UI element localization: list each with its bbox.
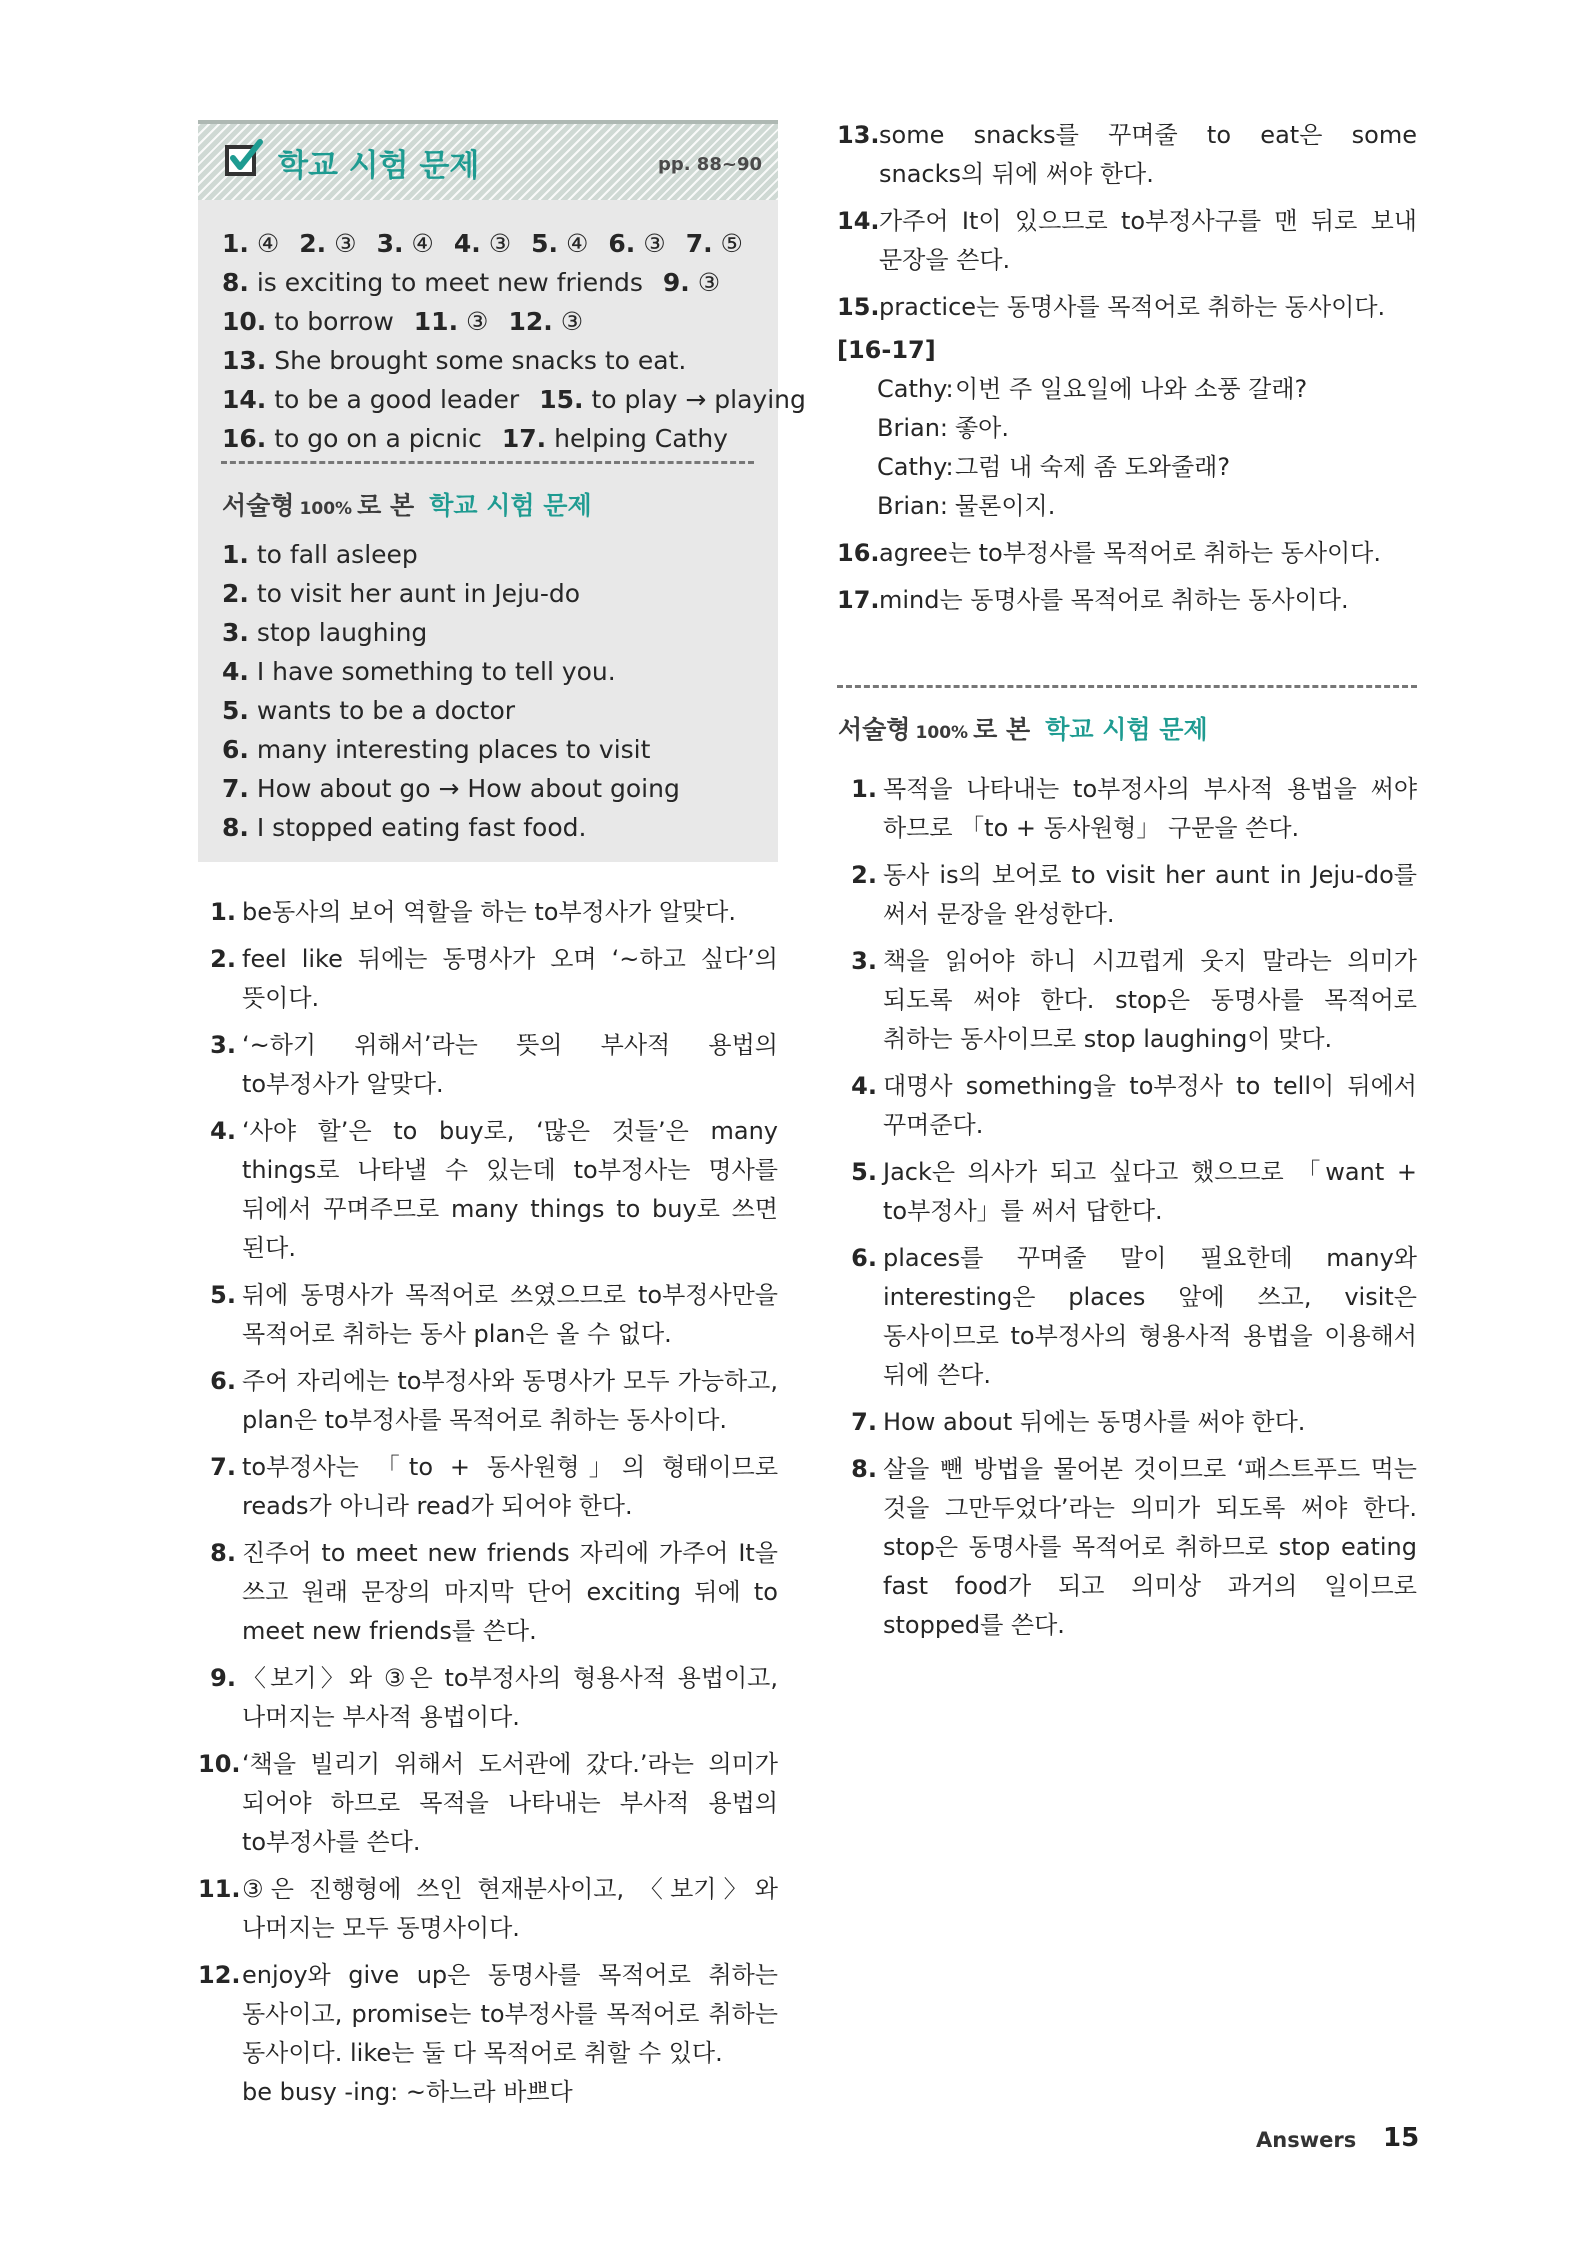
item-number: 7.: [851, 1408, 877, 1436]
answer-number: 6.: [222, 735, 249, 764]
descriptive-label: 서술형: [222, 491, 295, 520]
answer-number: 4.: [222, 657, 249, 686]
explanation-body: [877, 1067, 1417, 1145]
explanation-item: [198, 1276, 778, 1354]
explanation-item: [837, 288, 1417, 327]
explanation-body: [877, 942, 1417, 1059]
answer-item: [222, 424, 482, 453]
explanation-body: [236, 1276, 778, 1354]
item-number: 8.: [210, 1539, 236, 1567]
descriptive-suffix: 로 본: [357, 491, 415, 520]
descriptive-section-title: [222, 486, 592, 522]
footer-label: Answers: [1256, 2128, 1357, 2152]
item-number: 3.: [210, 1031, 236, 1059]
answer-text: She brought some snacks to eat.: [274, 346, 687, 375]
item-number: 5.: [851, 1158, 877, 1186]
item-number: 11.: [198, 1875, 241, 1903]
answer-text: I have something to tell you.: [256, 657, 616, 686]
explanation-item: [198, 1956, 778, 2112]
explanation-body: [877, 1450, 1417, 1645]
answer-number: 1.: [222, 540, 249, 569]
answer-item: [539, 385, 806, 414]
item-number: 13.: [837, 121, 880, 149]
explanation-item: [837, 581, 1417, 620]
explanation-item: [198, 1745, 778, 1862]
explanation-body: [236, 940, 778, 1018]
explanations-right-top: [837, 116, 1417, 335]
list-item: [222, 730, 680, 769]
answer-item: [686, 229, 743, 258]
explanation-body: [236, 1870, 778, 1948]
explanation-text: 대명사 something을 to부정사 to tell이 뒤에서 꾸며준다.: [883, 1072, 1417, 1139]
answer-number: 5.: [222, 696, 249, 725]
explanation-item: [837, 1153, 1417, 1231]
list-item: [222, 808, 680, 847]
explanation-body: [873, 581, 1417, 620]
speaker: Cathy:: [877, 453, 954, 481]
answer-text: to go on a picnic: [274, 424, 482, 453]
explanation-text: 주어 자리에는 to부정사와 동명사가 모두 가능하고, plan은 to부정사를 목적어로 취하는 동사이다.: [242, 1367, 778, 1434]
dialogue-line: [837, 409, 1417, 448]
item-number: 12.: [198, 1961, 241, 1989]
answer-number: 2.: [299, 229, 327, 258]
explanation-text: 뒤에 동명사가 목적어로 쓰였으므로 to부정사만을 목적어로 취하는 동사 plan은 올 수 없다.: [242, 1281, 778, 1348]
item-number: 4.: [851, 1072, 877, 1100]
answer-number: 2.: [222, 579, 249, 608]
descriptive-explanations: [837, 770, 1417, 1653]
item-number: 17.: [837, 586, 880, 614]
answer-number: 3.: [222, 618, 249, 647]
answer-item: [502, 424, 728, 453]
dashed-divider: [221, 461, 754, 464]
explanation-body: [877, 856, 1417, 934]
explanation-text: 책을 읽어야 하니 시끄럽게 웃지 말라는 의미가 되도록 써야 한다. stop은 동명사를 목적어로 취하는 동사이므로 stop laughing이 맞다.: [883, 947, 1417, 1053]
explanation-body: [877, 1403, 1417, 1442]
explanation-text: to부정사는 「to + 동사원형」의 형태이므로 reads가 아니라 read가 되어야 한다.: [242, 1453, 778, 1520]
answer-text: wants to be a doctor: [256, 696, 516, 725]
answer-number: 5.: [531, 229, 559, 258]
descriptive-title: 학교 시험 문제: [1045, 715, 1208, 744]
speaker: Brian:: [877, 414, 949, 442]
explanation-item: [837, 770, 1417, 848]
explanation-text: 동사 is의 보어로 to visit her aunt in Jeju-do를 써서 문장을 완성한다.: [883, 861, 1417, 928]
answer-item: [608, 229, 665, 258]
answer-number: 17.: [501, 424, 547, 453]
answer-line: [222, 419, 778, 458]
explanation-text: mind는 동명사를 목적어로 취하는 동사이다.: [879, 586, 1349, 614]
explanation-body: [236, 1659, 778, 1737]
answer-item: [377, 229, 434, 258]
dialogue-block: [837, 331, 1417, 526]
explanation-body: [236, 893, 778, 932]
descriptive-suffix: 로 본: [973, 715, 1031, 744]
item-number: 1.: [851, 775, 877, 803]
explanation-text: ③은 진행형에 쓰인 현재분사이고, 〈보기〉와 나머지는 모두 동명사이다.: [242, 1875, 778, 1942]
item-number: 1.: [210, 898, 236, 926]
list-item: [222, 691, 680, 730]
explanation-text: enjoy와 give up은 동명사를 목적어로 취하는 동사이고, promise는 to부정사를 목적어로 취하는 동사이다. like는 둘 다 목적어로 취할 수 있다.: [242, 1961, 778, 2067]
explanation-body: [877, 1153, 1417, 1231]
answer-item: [454, 229, 511, 258]
item-number: 2.: [210, 945, 236, 973]
answer-text: ④: [411, 229, 434, 258]
explanation-item: [198, 1112, 778, 1268]
answer-number: 11.: [413, 307, 459, 336]
explanation-item: [198, 1448, 778, 1526]
explanation-item: [198, 1534, 778, 1651]
explanation-text: places를 꾸며줄 말이 필요한데 many와 interesting은 places 앞에 쓰고, visit은 동사이므로 to부정사의 형용사적 용법을 이용해서 뒤에 쓴다.: [883, 1244, 1417, 1389]
answer-number: 14.: [222, 385, 267, 414]
explanation-item: [198, 1026, 778, 1104]
answer-text: to fall asleep: [256, 540, 418, 569]
dialogue-line: [837, 448, 1417, 487]
answer-text: ③: [488, 229, 512, 258]
answer-text: How about go → How about going: [256, 774, 680, 803]
item-number: 10.: [198, 1750, 241, 1778]
item-number: 5.: [210, 1281, 236, 1309]
answer-item: [299, 229, 356, 258]
answer-number: 15.: [539, 385, 584, 414]
answer-number: 3.: [376, 229, 404, 258]
answer-item: [531, 229, 588, 258]
page-range: pp. 88~90: [657, 154, 762, 175]
explanation-text: some snacks를 꾸며줄 to eat은 some snacks의 뒤에 써야 한다.: [879, 121, 1417, 188]
answer-text: is exciting to meet new friends: [256, 268, 643, 297]
explanation-text: feel like 뒤에는 동명사가 오며 ‘~하고 싶다’의 뜻이다.: [242, 945, 778, 1012]
item-number: 8.: [851, 1455, 877, 1483]
page-number: 15: [1383, 2123, 1420, 2153]
answer-text: to visit her aunt in Jeju-do: [256, 579, 581, 608]
explanation-text: be동사의 보어 역할을 하는 to부정사가 알맞다.: [242, 898, 736, 926]
explanation-item: [837, 116, 1417, 194]
answer-text: helping Cathy: [554, 424, 728, 453]
answer-text: ③: [334, 229, 357, 258]
answer-number: 10.: [222, 307, 267, 336]
list-item: [222, 535, 680, 574]
explanation-text: ‘~하기 위해서’라는 뜻의 부사적 용법의 to부정사가 알맞다.: [242, 1031, 778, 1098]
answer-item: [663, 268, 720, 297]
dialogue-text: 이번 주 일요일에 나와 소풍 갈래?: [955, 375, 1308, 403]
explanation-item: [198, 940, 778, 1018]
item-number: 4.: [210, 1117, 236, 1145]
list-item: [222, 769, 680, 808]
explanation-text: 가주어 It이 있으므로 to부정사구를 맨 뒤로 보내 문장을 쓴다.: [879, 207, 1417, 274]
explanation-item: [198, 1659, 778, 1737]
item-number: 7.: [210, 1453, 236, 1481]
explanations-left: [198, 893, 778, 2120]
answer-text: ③: [643, 229, 666, 258]
explanation-body: [236, 1112, 778, 1268]
panel-header: [198, 120, 778, 200]
explanation-body: [236, 1745, 778, 1862]
item-number: 6.: [851, 1244, 877, 1272]
answer-number: 9.: [662, 268, 690, 297]
explanation-item: [837, 534, 1417, 573]
answer-number: 8.: [222, 268, 249, 297]
answer-text: ④: [565, 229, 589, 258]
descriptive-percent: 100%: [299, 499, 353, 519]
explanation-body: [873, 116, 1417, 194]
answer-text: stop laughing: [256, 618, 428, 647]
answer-text: many interesting places to visit: [256, 735, 651, 764]
item-number: 9.: [210, 1664, 236, 1692]
answer-text: to be a good leader: [274, 385, 520, 414]
answer-line: [222, 341, 778, 380]
answer-number: 16.: [222, 424, 267, 453]
explanation-body: [873, 202, 1417, 280]
answer-item: [222, 229, 279, 258]
explanation-body: [877, 1239, 1417, 1395]
explanation-extra: be busy -ing: ~하느라 바쁘다: [242, 2078, 573, 2106]
explanation-item: [837, 202, 1417, 280]
explanation-item: [837, 856, 1417, 934]
descriptive-title: 학교 시험 문제: [429, 491, 592, 520]
descriptive-percent: 100%: [915, 723, 969, 743]
dialogue-text: 물론이지.: [955, 492, 1056, 520]
descriptive-answer-list: [222, 535, 680, 847]
answer-item: [222, 268, 643, 297]
explanation-text: Jack은 의사가 되고 싶다고 했으므로 「want + to부정사」를 써서 답한다.: [883, 1158, 1417, 1225]
answer-number: 8.: [222, 813, 249, 842]
explanation-item: [837, 1067, 1417, 1145]
answer-text: I stopped eating fast food.: [256, 813, 587, 842]
answer-key-panel: [198, 120, 806, 862]
explanation-body: [236, 1362, 778, 1440]
explanation-body: [873, 288, 1417, 327]
answer-number: 7.: [685, 229, 713, 258]
explanation-text: 목적을 나타내는 to부정사의 부사적 용법을 써야 하므로 「to + 동사원형」 구문을 쓴다.: [883, 775, 1417, 842]
answer-line: [222, 380, 806, 419]
dialogue-lines: [837, 370, 1417, 526]
explanation-text: 살을 뺀 방법을 물어본 것이므로 ‘패스트푸드 먹는 것을 그만두었다’라는 의미가 되도록 써야 한다. stop은 동명사를 목적어로 취하므로 stop eating fast food가 되고 의미상 과거의 일이므로 stopped를 쓴다.: [883, 1455, 1417, 1639]
explanation-item: [837, 1239, 1417, 1395]
answer-text: to play → playing: [591, 385, 806, 414]
explanation-body: [873, 534, 1417, 573]
explanation-body: [236, 1026, 778, 1104]
explanation-text: ‘사야 할’은 to buy로, ‘많은 것들’은 many things로 나타낼 수 있는데 to부정사는 명사를 뒤에서 꾸며주므로 many things to buy로 쓰면 된다.: [242, 1117, 778, 1262]
explanation-body: [236, 1448, 778, 1526]
answer-text: ⑤: [720, 229, 743, 258]
explanation-text: agree는 to부정사를 목적어로 취하는 동사이다.: [879, 539, 1381, 567]
speaker: Brian:: [877, 492, 949, 520]
section-title: 학교 시험 문제: [278, 148, 480, 184]
item-number: 3.: [851, 947, 877, 975]
explanations-right-mid: [837, 534, 1417, 628]
dashed-divider-right: [837, 685, 1417, 688]
explanation-text: practice는 동명사를 목적어로 취하는 동사이다.: [879, 293, 1386, 321]
item-number: 6.: [210, 1367, 236, 1395]
dialogue-line: [837, 487, 1417, 526]
explanation-text: How about 뒤에는 동명사를 써야 한다.: [883, 1408, 1306, 1436]
list-item: [222, 613, 680, 652]
explanation-item: [198, 1362, 778, 1440]
explanation-item: [198, 1870, 778, 1948]
answer-text: ③: [697, 268, 721, 297]
explanation-body: [236, 1534, 778, 1651]
answer-text: ③: [466, 307, 489, 336]
dialogue-text: 그럼 내 숙제 좀 도와줄래?: [955, 453, 1231, 481]
answer-number: 7.: [222, 774, 249, 803]
list-item: [222, 574, 680, 613]
speaker: Cathy:: [877, 375, 954, 403]
list-item: [222, 652, 680, 691]
dialogue-text: 좋아.: [955, 414, 1009, 442]
checkbox-check-icon: [224, 139, 264, 177]
answer-list: [198, 200, 806, 458]
dialogue-line: [837, 370, 1417, 409]
explanation-text: 〈보기〉와 ③은 to부정사의 형용사적 용법이고, 나머지는 부사적 용법이다.: [242, 1664, 778, 1731]
explanation-body: [236, 1956, 778, 2112]
answer-line: [222, 224, 778, 263]
explanation-text: 진주어 to meet new friends 자리에 가주어 It을 쓰고 원래 문장의 마지막 단어 exciting 뒤에 to meet new friends를 쓴다.: [242, 1539, 778, 1645]
item-number: 15.: [837, 293, 880, 321]
answer-number: 1.: [222, 229, 249, 258]
descriptive-label: 서술형: [838, 715, 911, 744]
explanation-item: [837, 942, 1417, 1059]
explanation-item: [198, 893, 778, 932]
answer-line: [222, 263, 778, 302]
explanation-item: [837, 1403, 1417, 1442]
answer-item: [222, 307, 394, 336]
answer-item: [508, 307, 583, 336]
answer-text: to borrow: [274, 307, 394, 336]
answer-number: 6.: [608, 229, 636, 258]
item-number: 14.: [837, 207, 880, 235]
item-number: 16.: [837, 539, 880, 567]
dialogue-label: [16-17]: [837, 336, 936, 364]
answer-text: ③: [560, 307, 584, 336]
answer-number: 4.: [453, 229, 481, 258]
explanation-body: [877, 770, 1417, 848]
answer-item: [414, 307, 489, 336]
answer-number: 13.: [222, 346, 267, 375]
explanation-text: ‘책을 빌리기 위해서 도서관에 갔다.’라는 의미가 되어야 하므로 목적을 나타내는 부사적 용법의 to부정사를 쓴다.: [242, 1750, 778, 1856]
explanation-item: [837, 1450, 1417, 1645]
answer-line: [222, 302, 778, 341]
descriptive-section-title-right: [838, 710, 1208, 746]
answer-number: 12.: [508, 307, 553, 336]
answer-item: [222, 346, 686, 375]
answer-item: [222, 385, 519, 414]
answer-text: ④: [256, 229, 280, 258]
item-number: 2.: [851, 861, 877, 889]
